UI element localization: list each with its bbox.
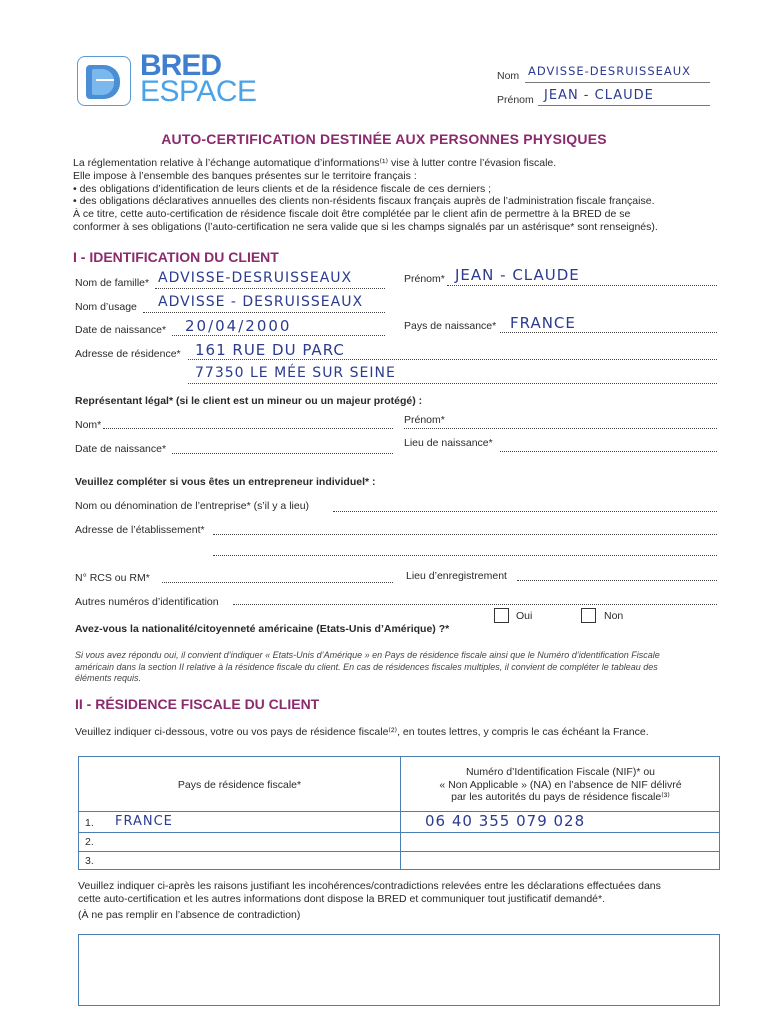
- adresse-label: Adresse de résidence*: [75, 348, 181, 360]
- header-nom-value[interactable]: ADVISSE-DESRUISSEAUX: [528, 64, 692, 78]
- nom-famille-value[interactable]: ADVISSE-DESRUISSEAUX: [158, 270, 353, 286]
- entreprise-nom-label: Nom ou dénomination de l’entreprise* (s’il y a lieu): [75, 500, 310, 512]
- lieu-enregistrement-line[interactable]: [517, 580, 717, 581]
- bred-logo-icon: [77, 56, 131, 106]
- col-nif-header-line: Numéro d’Identification Fiscale (NIF)* ou: [465, 766, 656, 778]
- date-naissance-line: [172, 335, 385, 336]
- intro-text: [73, 157, 713, 234]
- header-prenom-value[interactable]: JEAN - CLAUDE: [544, 88, 654, 103]
- nom-usage-line: [143, 312, 385, 313]
- row-pays-value[interactable]: FRANCE: [115, 814, 173, 829]
- contradiction-text-2: cette auto-certification et les autres informations dont dispose la BRED et communiquer tout justificatif demandé*.: [78, 893, 606, 905]
- note-line: américain dans la section II relative à la résidence fiscale du client. En cas de résidences fiscales multiples, il convient de compléter le tableau des: [75, 661, 658, 672]
- col-nif-header-line: par les autorités du pays de résidence fiscale⁽³⁾: [451, 791, 670, 803]
- header-nom-line: [525, 82, 710, 83]
- section-2-instruction: Veuillez indiquer ci-dessous, votre ou vos pays de résidence fiscale⁽²⁾, en toutes lettres, y compris le cas échéant la France.: [75, 726, 649, 738]
- rep-lieu-line[interactable]: [500, 451, 717, 452]
- intro-line: conformer à ses obligations (l’auto-certification ne sera valide que si les champs signalés par un astérisque* sont renseignés).: [73, 220, 658, 233]
- lieu-enregistrement-label: Lieu d’enregistrement: [406, 570, 507, 582]
- residence-table: [78, 756, 720, 870]
- row-number: 3.: [85, 855, 94, 867]
- note-line: Si vous avez répondu oui, il convient d’indiquer « Etats-Unis d’Amérique » en Pays de résidence fiscale ainsi que le Numéro d’identification Fiscale: [75, 650, 660, 660]
- prenom-label: Prénom*: [404, 273, 445, 285]
- entreprise-nom-line[interactable]: [333, 511, 717, 512]
- nationalite-note: [75, 650, 720, 685]
- form-title: AUTO-CERTIFICATION DESTINÉE AUX PERSONNES PHYSIQUES: [161, 131, 607, 147]
- rep-nom-line[interactable]: [103, 428, 393, 429]
- pays-naissance-value[interactable]: FRANCE: [510, 314, 576, 332]
- nom-famille-line: [155, 288, 385, 289]
- rep-lieu-label: Lieu de naissance*: [404, 437, 493, 449]
- brand-name-bottom: ESPACE: [140, 75, 257, 108]
- header-prenom-label: Prénom: [497, 94, 534, 106]
- prenom-line: [447, 285, 717, 286]
- row-number: 2.: [85, 836, 94, 848]
- contradiction-textbox[interactable]: [78, 934, 720, 1006]
- prenom-value[interactable]: JEAN - CLAUDE: [455, 266, 580, 284]
- rcs-label: N° RCS ou RM*: [75, 572, 150, 584]
- section-2-title: II - RÉSIDENCE FISCALE DU CLIENT: [75, 696, 320, 712]
- rcs-line[interactable]: [162, 582, 393, 583]
- intro-line: La réglementation relative à l’échange automatique d’informations⁽¹⁾ vise à lutter contre l’évasion fiscale.: [73, 157, 557, 169]
- intro-line: Elle impose à l’ensemble des banques présentes sur le territoire français :: [73, 169, 417, 182]
- row-nif-value[interactable]: 06 40 355 079 028: [425, 812, 586, 830]
- rep-date-line[interactable]: [172, 453, 393, 454]
- rep-date-label: Date de naissance*: [75, 443, 167, 455]
- pays-naissance-line: [500, 332, 717, 333]
- adresse-value-2[interactable]: 77350 LE MÉE SUR SEINE: [195, 365, 396, 381]
- adresse-value-1[interactable]: 161 RUE DU PARC: [195, 341, 345, 359]
- intro-line: • des obligations d’identification de leurs clients et de la résidence fiscale de ces derniers ;: [73, 182, 492, 195]
- date-naissance-label: Date de naissance*: [75, 324, 167, 336]
- pays-naissance-label: Pays de naissance*: [404, 320, 497, 332]
- adresse-line-1: [188, 359, 717, 360]
- intro-line: À ce titre, cette auto-certification de résidence fiscale doit être complétée par le client afin de permettre à la BRED de se: [73, 208, 631, 221]
- entrepreneur-title: Veuillez compléter si vous êtes un entrepreneur individuel* :: [75, 476, 376, 488]
- col-pays-header: Pays de résidence fiscale*: [177, 779, 302, 791]
- rep-nom-label: Nom*: [75, 419, 102, 431]
- autres-numeros-line[interactable]: [233, 604, 717, 605]
- etablissement-line-1[interactable]: [213, 534, 717, 535]
- date-naissance-value[interactable]: 20/04/2000: [185, 317, 292, 335]
- oui-label: Oui: [516, 610, 533, 622]
- nationalite-oui-checkbox[interactable]: [494, 608, 509, 623]
- header-prenom-line: [538, 105, 710, 106]
- nationalite-non-checkbox[interactable]: [581, 608, 596, 623]
- etablissement-line-2[interactable]: [213, 555, 717, 556]
- adresse-line-2: [188, 383, 717, 384]
- rep-prenom-label: Prénom*: [404, 414, 445, 426]
- non-label: Non: [604, 610, 624, 622]
- brand-name-top: BRED: [140, 49, 222, 82]
- intro-line: • des obligations déclaratives annuelles des clients non-résidents fiscaux français auprès de l’administration fiscale française.: [73, 195, 655, 208]
- nom-usage-label: Nom d’usage: [75, 301, 137, 313]
- contradiction-text-3: (À ne pas remplir en l’absence de contradiction): [78, 909, 301, 921]
- nom-famille-label: Nom de famille*: [75, 277, 150, 289]
- col-nif-header-line: « Non Applicable » (NA) en l’absence de NIF délivré: [439, 778, 682, 791]
- representant-title: Représentant légal* (si le client est un mineur ou un majeur protégé) :: [75, 395, 423, 407]
- col-nif-header: [400, 766, 721, 804]
- nationalite-question: Avez-vous la nationalité/citoyenneté américaine (Etats-Unis d’Amérique) ?*: [75, 623, 450, 635]
- autres-numeros-label: Autres numéros d’identification: [75, 596, 219, 608]
- etablissement-label: Adresse de l’établissement*: [75, 524, 205, 536]
- row-number: 1.: [85, 817, 94, 829]
- header-nom-label: Nom: [497, 70, 520, 82]
- nom-usage-value[interactable]: ADVISSE - DESRUISSEAUX: [158, 294, 364, 310]
- note-line: éléments requis.: [75, 673, 142, 683]
- rep-prenom-line[interactable]: [404, 428, 717, 429]
- section-1-title: I - IDENTIFICATION DU CLIENT: [73, 249, 279, 265]
- contradiction-text-1: Veuillez indiquer ci-après les raisons justifiant les incohérences/contradictions relevées entre les déclarations effectuées dans: [78, 880, 661, 892]
